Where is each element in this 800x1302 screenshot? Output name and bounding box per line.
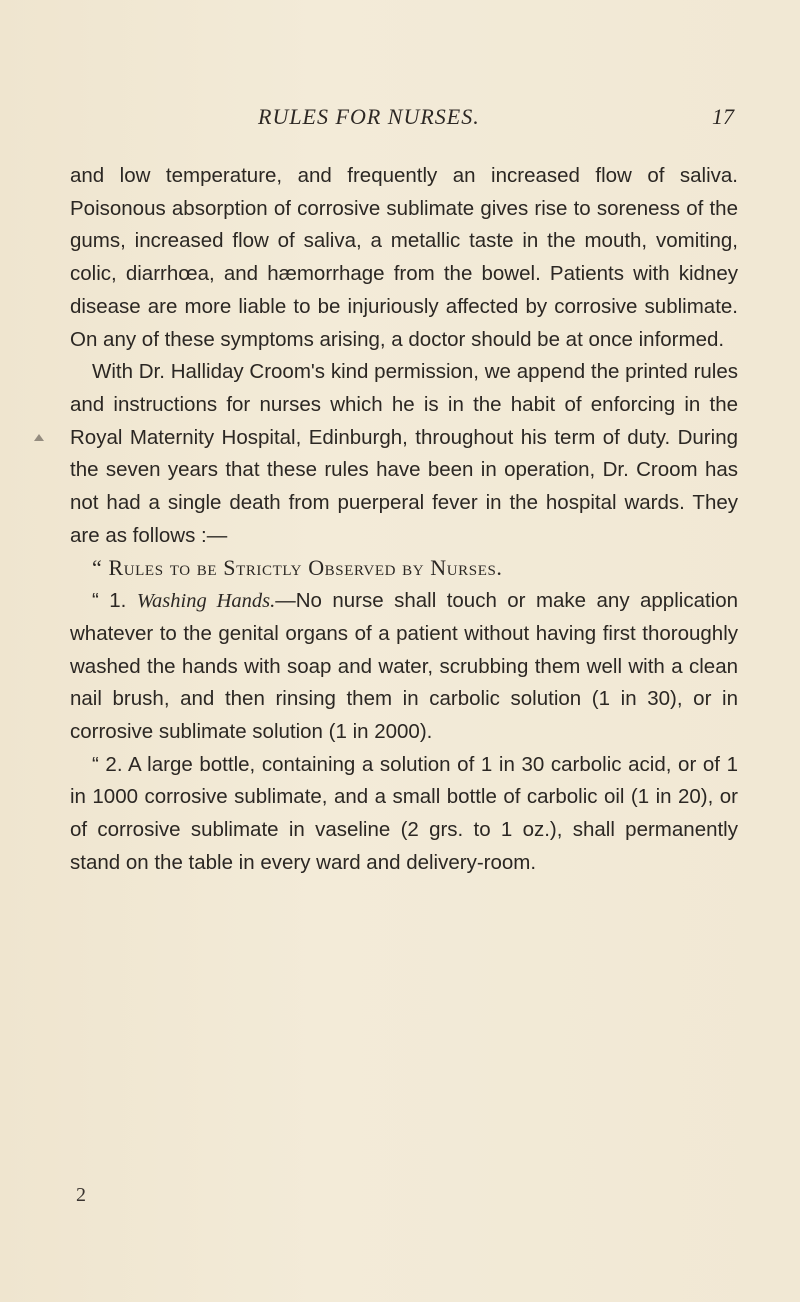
- page-number: 17: [712, 104, 734, 129]
- body-text: [70, 160, 738, 879]
- margin-mark: [34, 434, 44, 441]
- rule-title: Washing Hands.: [136, 590, 276, 613]
- rule-number: “ 1.: [92, 589, 127, 613]
- rules-heading: “ Rules to be Strictly Observed by Nurses.: [92, 555, 503, 581]
- paragraph-intro-rules: With Dr. Halliday Croom's kind permission, we append the printed rules and instructions for nurses which he is in the habit of enforcing in the Royal Maternity Hospital, Edinburgh, throughout his term of duty. During the seven years that these rules have been in operation, Dr. Croom has not had a single death from puerperal fever in the hospital wards. They are as follows :—: [70, 360, 738, 547]
- rule-item: [70, 749, 738, 880]
- rule-text: —No nurse shall touch or make any application whatever to the genital organs of a patient without having first thoroughly washed the hands with soap and water, scrubbing them well with a clean nail brush, and then rinsing them in carbolic solution (1 in 30), or in corrosive sublimate solution (1 in 2000).: [70, 589, 739, 743]
- paragraph-continuation: and low temperature, and frequently an increased flow of saliva. Poisonous absorption of corrosive sublimate gives rise to soreness of the gums, increased flow of saliva, a metallic taste in the mouth, vomiting, colic, diarrhœa, and hæmorrhage from the bowel. Patients with kidney disease are more liable to be injuriously affected by corrosive sublimate. On any of these symptoms arising, a doctor should be at once informed.: [70, 164, 738, 351]
- rule-item: [70, 585, 738, 749]
- rule-text: A large bottle, containing a solution of 1 in 30 carbolic acid, or of 1 in 1000 corrosive sublimate, and a small bottle of carbolic oil (1 in 20), or of corrosive sublimate in vaseline (2 grs. to 1 oz.), shall permanently stand on the table in every ward and delivery-room.: [70, 752, 738, 874]
- running-title: RULES FOR NURSES.: [258, 104, 480, 129]
- rule-number: “ 2.: [92, 752, 123, 776]
- signature-mark: 2: [76, 1184, 86, 1206]
- running-head: [0, 104, 800, 134]
